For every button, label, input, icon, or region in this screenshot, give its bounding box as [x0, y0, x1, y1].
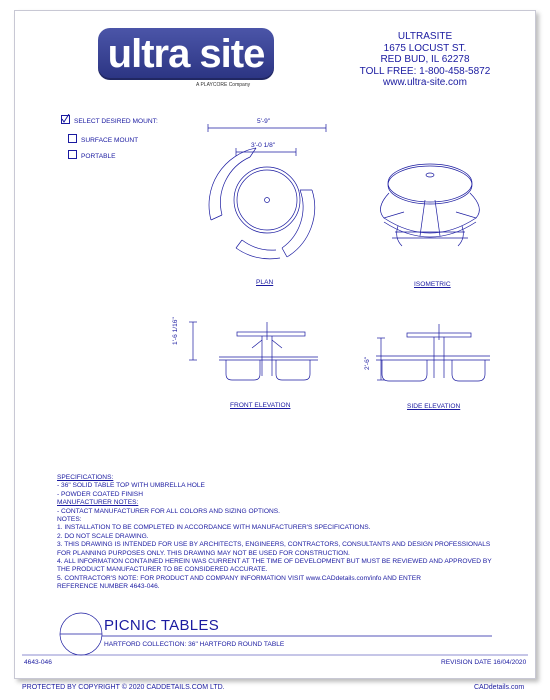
note-line: THE PRODUCT MANUFACTURER TO BE CONSIDERED ACCURATE. [57, 566, 268, 574]
company-website: www.ultra-site.com [383, 77, 467, 88]
note-line: FOR PLANNING PURPOSES ONLY. THIS DRAWING MAY NOT BE USED FOR CONSTRUCTION. [57, 549, 350, 557]
note-line: REFERENCE NUMBER 4643-046. [57, 583, 160, 591]
note-line: 5. CONTRACTOR'S NOTE: FOR PRODUCT AND COMPANY INFORMATION VISIT www.CADdetails.com/info AND ENTER [57, 574, 421, 582]
portable-label: PORTABLE [81, 153, 116, 160]
side-elevation [376, 324, 490, 381]
manufacturer-notes-heading: MANUFACTURER NOTES: [57, 499, 139, 507]
isometric-view [380, 164, 479, 246]
revision-date: REVISION DATE 16/04/2020 [441, 659, 527, 666]
front-elevation [189, 322, 318, 380]
reference-number: 4643-046 [24, 659, 52, 666]
front-dim-height: 1'-6 1/16" [172, 317, 179, 345]
plan-dim-inner: 3'-0 1/8" [251, 142, 276, 149]
company-address-line1: 1675 LOCUST ST. [383, 42, 467, 54]
note-line: 1. INSTALLATION TO BE COMPLETED IN ACCORDANCE WITH MANUFACTURER'S SPECIFICATIONS. [57, 524, 371, 532]
company-name: ULTRASITE [397, 31, 453, 42]
logo-tagline: A PLAYCORE Company [196, 82, 251, 88]
plan-label: PLAN [256, 279, 274, 286]
spec-item: - POWDER COATED FINISH [57, 490, 143, 498]
isometric-label: ISOMETRIC [414, 281, 451, 288]
company-phone: TOLL FREE: 1-800-458-5872 [359, 65, 491, 77]
front-elevation-label: FRONT ELEVATION [230, 402, 291, 409]
side-dim-height: 2'-6" [364, 356, 371, 370]
company-address-line2: RED BUD, IL 62278 [380, 54, 470, 65]
sheet-subtitle: HARTFORD COLLECTION: 36" HARTFORD ROUND TABLE [104, 641, 285, 648]
surface-mount-label: SURFACE MOUNT [81, 137, 139, 144]
note-line: 4. ALL INFORMATION CONTAINED HEREIN WAS CURRENT AT THE TIME OF DEVELOPMENT BUT MUST BE REVIEWED AND APPROVED BY [57, 558, 492, 566]
logo-text: ultra site [107, 32, 265, 76]
mount-heading: SELECT DESIRED MOUNT: [74, 118, 158, 125]
notes-heading: NOTES: [57, 516, 82, 524]
note-line: 3. THIS DRAWING IS INTENDED FOR USE BY ARCHITECTS, ENGINEERS, CONTRACTORS, CONSULTANTS AND DESIGN PROFESSIONALS [57, 541, 491, 549]
plan-dim-outer: 5'-9" [257, 118, 271, 125]
sheet-title: PICNIC TABLES [104, 617, 220, 634]
side-elevation-label: SIDE ELEVATION [407, 403, 461, 410]
specifications-section [57, 474, 492, 592]
note-line: 2. DO NOT SCALE DRAWING. [57, 532, 149, 540]
copyright-text: PROTECTED BY COPYRIGHT © 2020 CADDETAILS.COM LTD. [22, 684, 225, 691]
manufacturer-note-item: - CONTACT MANUFACTURER FOR ALL COLORS AND SIZING OPTIONS. [57, 507, 280, 515]
spec-item: - 36" SOLID TABLE TOP WITH UMBRELLA HOLE [57, 482, 205, 490]
specifications-heading: SPECIFICATIONS: [57, 474, 114, 481]
caddetails-link[interactable]: CADdetails.com [474, 684, 525, 691]
